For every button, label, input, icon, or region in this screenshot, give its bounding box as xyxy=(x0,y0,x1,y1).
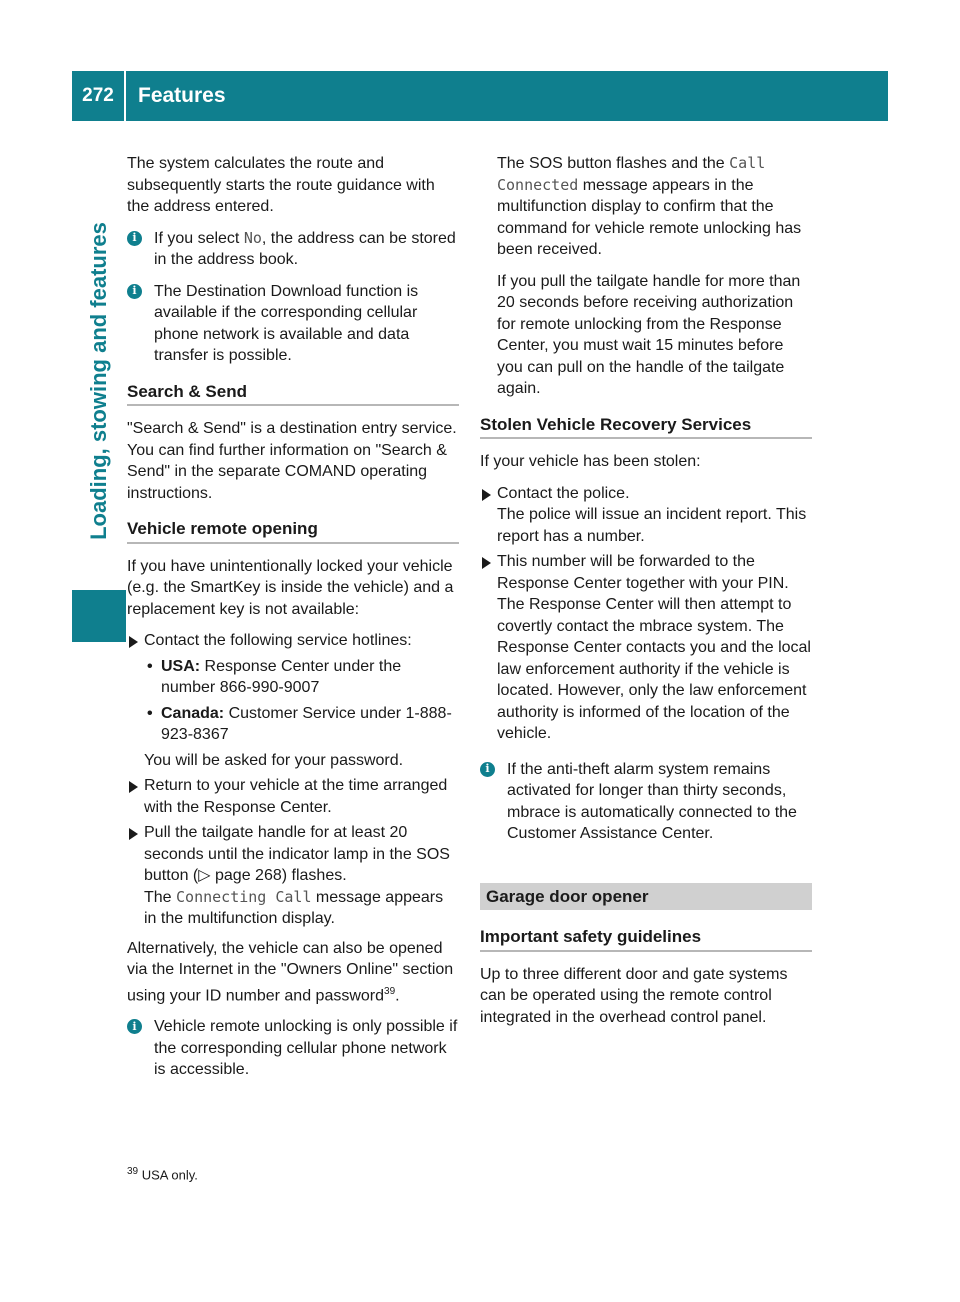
bullet-icon: • xyxy=(147,657,153,675)
heading-vehicle-remote-opening: Vehicle remote opening xyxy=(127,518,459,544)
display-text: Call Connected xyxy=(497,154,766,194)
page-number: 272 xyxy=(72,71,126,121)
step-item: Return to your vehicle at the time arranged with the Response Center. xyxy=(127,775,459,818)
bullet-icon: • xyxy=(147,704,153,722)
arrow-right-icon xyxy=(482,557,491,569)
header-bar xyxy=(72,71,888,121)
alternative-paragraph: Alternatively, the vehicle can also be opened via the Internet in the "Owners Online" section using your ID number and password$^{39}$. xyxy=(127,939,454,1004)
footnote: $^{39}$ USA only. xyxy=(127,1166,198,1183)
heading-stolen-vehicle: Stolen Vehicle Recovery Services xyxy=(480,414,812,440)
right-column xyxy=(480,153,812,1038)
display-text: Connecting Call xyxy=(176,887,312,906)
bullet-item: • Canada: Customer Service under 1-888-923-8367 xyxy=(147,704,452,743)
stolen-intro: If your vehicle has been stolen: xyxy=(480,453,701,470)
side-block xyxy=(72,590,126,642)
sos-paragraph: The SOS button flashes and the Call Connected message appears in the multifunction display to confirm that the command for vehicle remote unlocking has been received. xyxy=(497,154,802,258)
display-text: No xyxy=(243,228,262,247)
info-note: i If the anti-theft alarm system remains activated for longer than thirty seconds, mbrace is automatically connected to the Customer Assistance Center. xyxy=(480,759,812,845)
heading-garage-door-opener: Garage door opener xyxy=(480,883,812,911)
side-tab xyxy=(72,121,126,641)
password-note: You will be asked for your password. xyxy=(144,751,404,769)
step-item: This number will be forwarded to the Response Center together with your PIN. The Response Center will then attempt to covertly contact the mbrace system. The Response Center contacts you and the local law enforcement authority if the vehicle is located. However, only the law enforcement authority is informed of the location of the vehicle. xyxy=(480,551,812,745)
arrow-right-icon xyxy=(129,636,138,648)
info-icon: i xyxy=(127,284,142,299)
step-item: Pull the tailgate handle for at least 20 seconds until the indicator lamp in the SOS button (▷ page 268) flashes. The Connecting Call message appears in the multifunction display. xyxy=(127,822,459,930)
intro-paragraph: The system calculates the route and subsequently starts the route guidance with the address entered. xyxy=(127,155,435,215)
arrow-right-icon xyxy=(482,489,491,501)
remote-paragraph: If you have unintentionally locked your vehicle (e.g. the SmartKey is inside the vehicle) and a replacement key is not available: xyxy=(127,557,454,618)
bullet-item: • USA: Response Center under the number 866-990-9007 xyxy=(147,657,402,696)
arrow-right-icon xyxy=(129,781,138,793)
info-icon: i xyxy=(127,231,142,246)
info-note: i The Destination Download function is available if the corresponding cellular phone network is available and data transfer is possible. xyxy=(127,281,459,367)
step-item: Contact the following service hotlines: xyxy=(127,630,459,652)
left-column xyxy=(127,153,459,1091)
heading-search-send: Search & Send xyxy=(127,381,459,407)
info-icon: i xyxy=(127,1019,142,1034)
step-item: Contact the police. The police will issue an incident report. This report has a number. xyxy=(480,483,812,548)
safety-paragraph: Up to three different door and gate systems can be operated using the remote control integrated in the overhead control panel. xyxy=(480,965,788,1026)
info-note: i If you select No, the address can be stored in the address book. xyxy=(127,228,459,271)
section-title: Features xyxy=(138,84,226,107)
info-note: i Vehicle remote unlocking is only possible if the corresponding cellular phone network is accessible. xyxy=(127,1016,459,1081)
heading-safety-guidelines: Important safety guidelines xyxy=(480,926,812,952)
side-tab-label: Loading, stowing and features xyxy=(86,222,112,540)
arrow-right-icon xyxy=(129,828,138,840)
info-icon: i xyxy=(480,762,495,777)
footnote-ref: 39 xyxy=(384,985,396,997)
tailgate-paragraph: If you pull the tailgate handle for more than 20 seconds before receiving authorization for remote unlocking from the Response Center, you must wait 15 minutes before you can pull on the handle of the tailgate again. xyxy=(497,272,801,397)
search-paragraph: "Search & Send" is a destination entry service. You can find further information on "Search & Send" in the separate COMAND operating instructions. xyxy=(127,420,457,502)
